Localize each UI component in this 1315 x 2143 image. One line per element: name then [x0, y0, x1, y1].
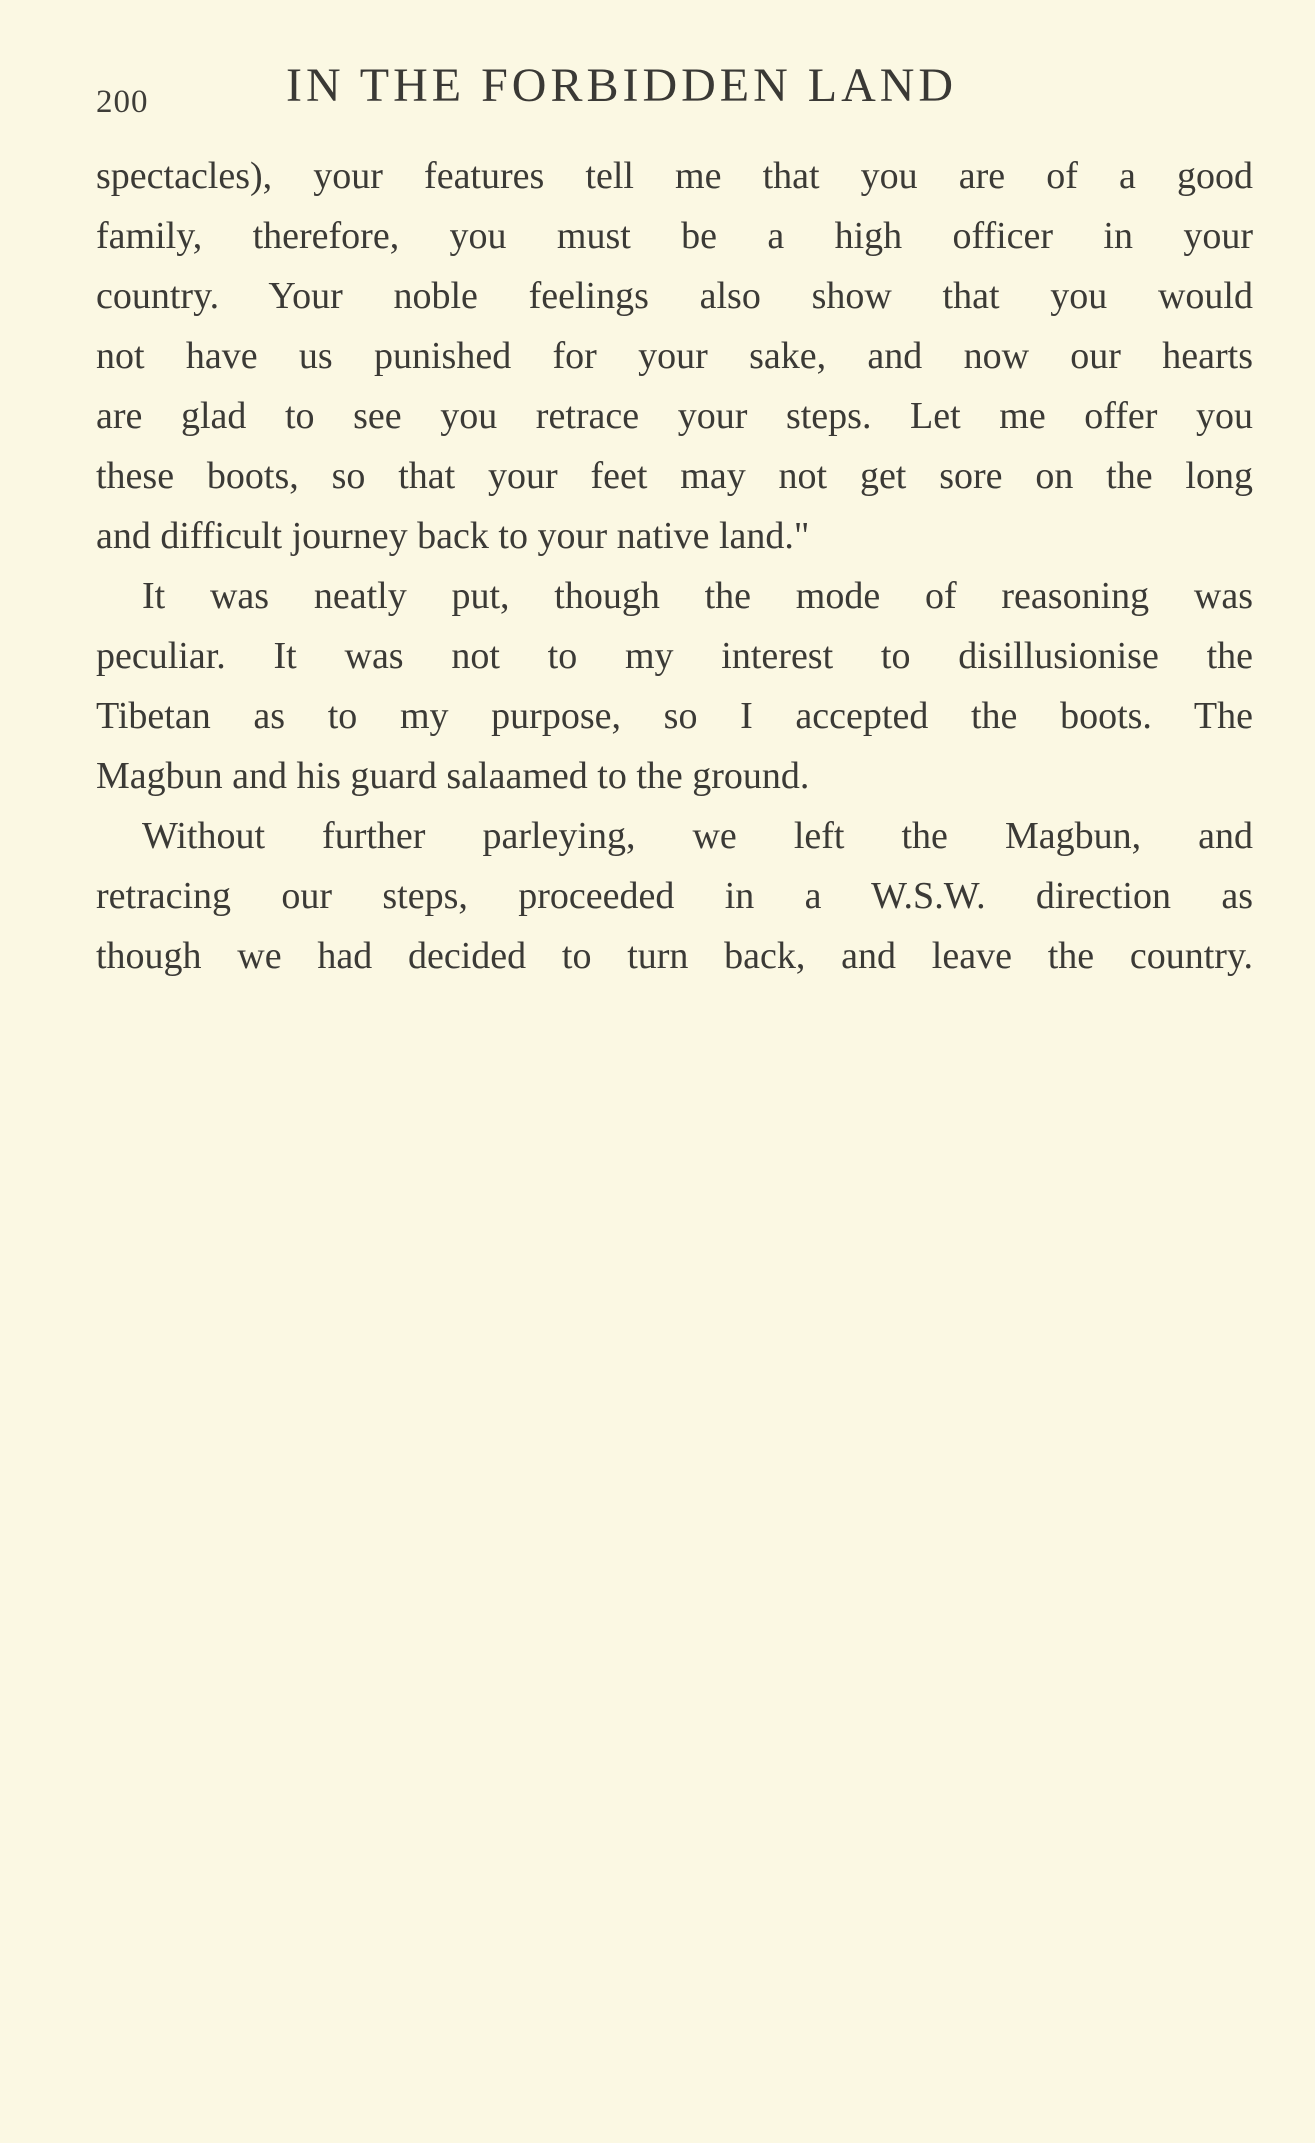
- text-line: Magbun and his guard salaamed to the ground.: [96, 755, 810, 797]
- text-line: country. Your noble feelings also show that you would: [96, 275, 1253, 317]
- text-line: Without further parleying, we left the Magbun, and: [142, 815, 1253, 857]
- text-line: retracing our steps, proceeded in a W.S.W. direction as: [96, 875, 1253, 917]
- text-line: peculiar. It was not to my interest to disillusionise the: [96, 635, 1253, 677]
- text-line: It was neatly put, though the mode of reasoning was: [142, 575, 1253, 617]
- page-number: 200: [96, 84, 149, 120]
- text-line: not have us punished for your sake, and now our hearts: [96, 335, 1253, 377]
- body-text: [96, 146, 1253, 986]
- text-line: family, therefore, you must be a high officer in your: [96, 215, 1253, 257]
- text-line: and difficult journey back to your native land.": [96, 515, 810, 557]
- page-header: [96, 58, 1256, 118]
- text-line: are glad to see you retrace your steps. Let me offer you: [96, 395, 1253, 437]
- text-line: spectacles), your features tell me that you are of a good: [96, 155, 1253, 197]
- text-line: these boots, so that your feet may not get sore on the long: [96, 455, 1253, 497]
- running-head: IN THE FORBIDDEN LAND: [286, 59, 958, 112]
- text-line: Tibetan as to my purpose, so I accepted the boots. The: [96, 695, 1253, 737]
- text-line: though we had decided to turn back, and leave the country.: [96, 935, 1253, 977]
